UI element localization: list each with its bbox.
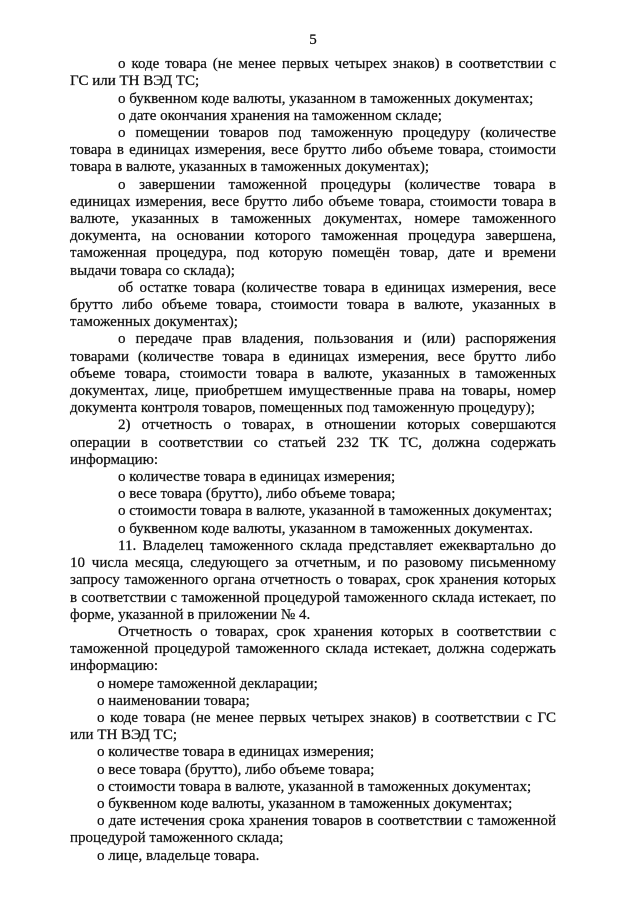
paragraph: о буквенном коде валюты, указанном в таможенных документах. <box>118 520 533 537</box>
paragraph: о дате окончания хранения на таможенном складе; <box>118 107 442 124</box>
paragraph: о номере таможенной декларации; <box>97 675 318 692</box>
paragraph: о завершении таможенной процедуры (количестве товара в единицах измерения, весе брутто либо объеме товара, стоимости товара в валюте, указанных в таможенных документах, номере таможенного документа, на основании которого таможенная процедура завершена, таможенная процедура, под которую помещён товар, дате и времени выдачи товара со склада); <box>70 176 556 279</box>
paragraph: 11. Владелец таможенного склада представляет ежеквартально до 10 числа месяца, следующего за отчетным, и по разовому письменному запросу таможенного органа отчетность о товарах, срок хранения которых в соответствии с таможенной процедурой таможенного склада истекает, по форме, указанной в приложении № 4. <box>70 537 556 623</box>
paragraph: 2) отчетность о товарах, в отношении которых совершаются операции в соответствии со статьей 232 ТК ТС, должна содержать информацию: <box>70 417 556 468</box>
paragraph: о стоимости товара в валюте, указанной в таможенных документах; <box>97 778 532 795</box>
paragraph: о наименовании товара; <box>97 692 250 709</box>
paragraph: об остатке товара (количестве товара в единицах измерения, весе брутто либо объеме товара, стоимости товара в валюте, указанных в таможенных документах); <box>70 279 556 331</box>
document-page <box>70 32 556 865</box>
paragraph: о буквенном коде валюты, указанном в таможенных документах; <box>97 795 513 812</box>
paragraph: о коде товара (не менее первых четырех знаков) в соответствии с ГС или ТН ВЭД ТС; <box>70 709 556 744</box>
paragraph: о передаче прав владения, пользования и (или) распоряжения товарами (количестве товара в единицах измерения, весе брутто либо объеме товара, стоимости товара в валюте, указанных в таможенных документах, лице, приобретшем имущественные права на товары, номер документа контроля товаров, помещенных под таможенную процедуру); <box>70 331 556 417</box>
paragraph: о количестве товара в единицах измерения; <box>118 469 396 486</box>
paragraph: о весе товара (брутто), либо объеме товара; <box>97 761 375 778</box>
paragraph: о помещении товаров под таможенную процедуру (количестве товара в единицах измерения, весе брутто либо объеме товара, стоимости товара в валюте, указанных в таможенных документах); <box>70 125 556 176</box>
paragraph: о количестве товара в единицах измерения; <box>97 744 375 761</box>
paragraph: о стоимости товара в валюте, указанной в таможенных документах; <box>118 503 553 520</box>
paragraph: о дате истечения срока хранения товаров в соответствии с таможенной процедурой таможенного склада; <box>70 813 556 847</box>
paragraph: о весе товара (брутто), либо объеме товара; <box>118 486 396 503</box>
paragraph: Отчетность о товарах, срок хранения которых в соответствии с таможенной процедурой таможенного склада истекает, должна содержать информацию: <box>70 623 556 675</box>
paragraph: о буквенном коде валюты, указанном в таможенных документах; <box>118 90 534 107</box>
paragraph: о лице, владельце товара. <box>97 847 260 864</box>
document-body <box>70 56 556 865</box>
page-number: 5 <box>309 32 317 48</box>
paragraph: о коде товара (не менее первых четырех знаков) в соответствии с ГС или ТН ВЭД ТС; <box>70 56 556 90</box>
